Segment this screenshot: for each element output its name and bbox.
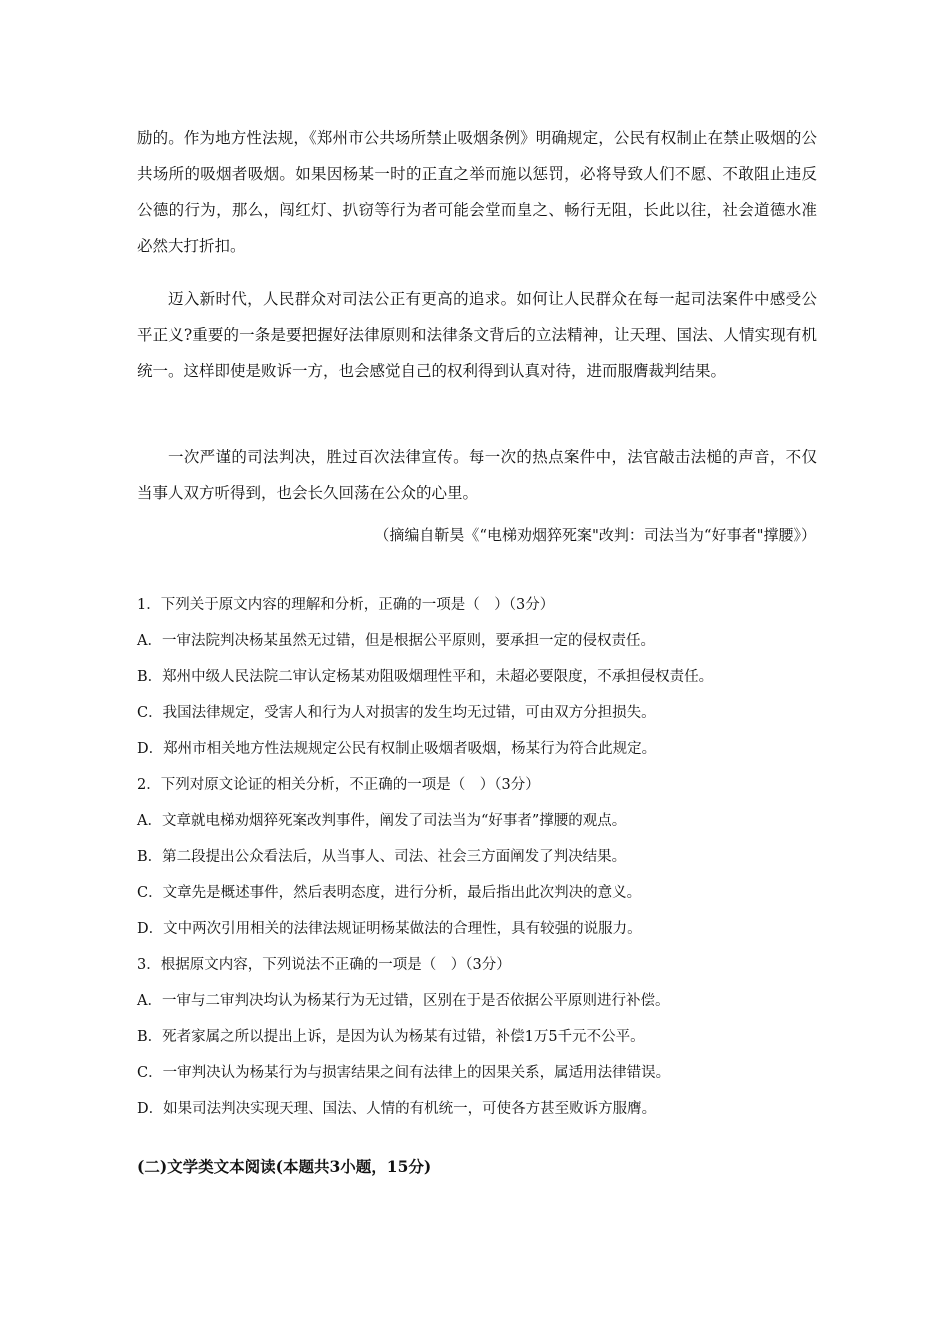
question-1-stem: 1．下列关于原文内容的理解和分析，正确的一项是（ ）（3分） — [137, 597, 555, 613]
question-1-option-b: B．郑州中级人民法院二审认定杨某劝阻吸烟理性平和，未超必要限度，不承担侵权责任。 — [137, 669, 714, 685]
question-1-option-a: A．一审法院判决杨某虽然无过错，但是根据公平原则，要承担一定的侵权责任。 — [137, 633, 655, 649]
passage-paragraph-2: 迈入新时代，人民群众对司法公正有更高的追求。如何让人民群众在每一起司法案件中感受公平正义?重要的一条是要把握好法律原则和法律条文背后的立法精神，让天理、国法、人情实现有机统一。这样即使是败诉一方，也会感觉自己的权利得到认真对待，进而服膺裁判结果。 — [137, 290, 817, 380]
question-3-option-b: B．死者家属之所以提出上诉，是因为认为杨某有过错，补偿1万5千元不公平。 — [137, 1029, 645, 1045]
question-2-option-b: B．第二段提出公众看法后，从当事人、司法、社会三方面阐发了判决结果。 — [137, 849, 627, 865]
passage-source: （摘编自靳昊《“电梯劝烟猝死案"改判：司法当为“好事者"撑腰》） — [374, 526, 816, 544]
section-heading: (二)文学类文本阅读(本题共3小题，15分) — [137, 1157, 432, 1176]
passage-paragraph-1: 励的。作为地方性法规，《郑州市公共场所禁止吸烟条例》明确规定，公民有权制止在禁止吸烟的公共场所的吸烟者吸烟。如果因杨某一时的正直之举而施以惩罚，必将导致人们不愿、不敢阻止违反公德的行为，那么，闯红灯、扒窃等行为者可能会堂而皇之、畅行无阻，长此以往，社会道德水准必然大打折扣。 — [137, 129, 817, 255]
question-2-option-a: A．文章就电梯劝烟猝死案改判事件，阐发了司法当为“好事者”撑腰的观点。 — [137, 813, 627, 829]
question-3-stem: 3．根据原文内容，下列说法不正确的一项是（ ）（3分） — [137, 957, 511, 973]
question-2-option-d: D．文中两次引用相关的法律法规证明杨某做法的合理性，具有较强的说服力。 — [137, 921, 642, 937]
question-1-option-d: D．郑州市相关地方性法规规定公民有权制止吸烟者吸烟，杨某行为符合此规定。 — [137, 741, 657, 757]
question-3-option-d: D．如果司法判决实现天理、国法、人情的有机统一，可使各方甚至败诉方服膺。 — [137, 1101, 657, 1117]
question-2-stem: 2．下列对原文论证的相关分析，不正确的一项是（ ）（3分） — [137, 777, 540, 793]
question-1-option-c: C．我国法律规定，受害人和行为人对损害的发生均无过错，可由双方分担损失。 — [137, 705, 656, 721]
question-2-option-c: C．文章先是概述事件，然后表明态度，进行分析，最后指出此次判决的意义。 — [137, 885, 642, 901]
question-3-option-c: C．一审判决认为杨某行为与损害结果之间有法律上的因果关系，属适用法律错误。 — [137, 1065, 671, 1081]
passage-paragraph-3: 一次严谨的司法判决，胜过百次法律宣传。每一次的热点案件中，法官敲击法槌的声音，不仅当事人双方听得到，也会长久回荡在公众的心里。 — [137, 448, 817, 502]
question-3-option-a: A．一审与二审判决均认为杨某行为无过错，区别在于是否依据公平原则进行补偿。 — [137, 993, 670, 1009]
